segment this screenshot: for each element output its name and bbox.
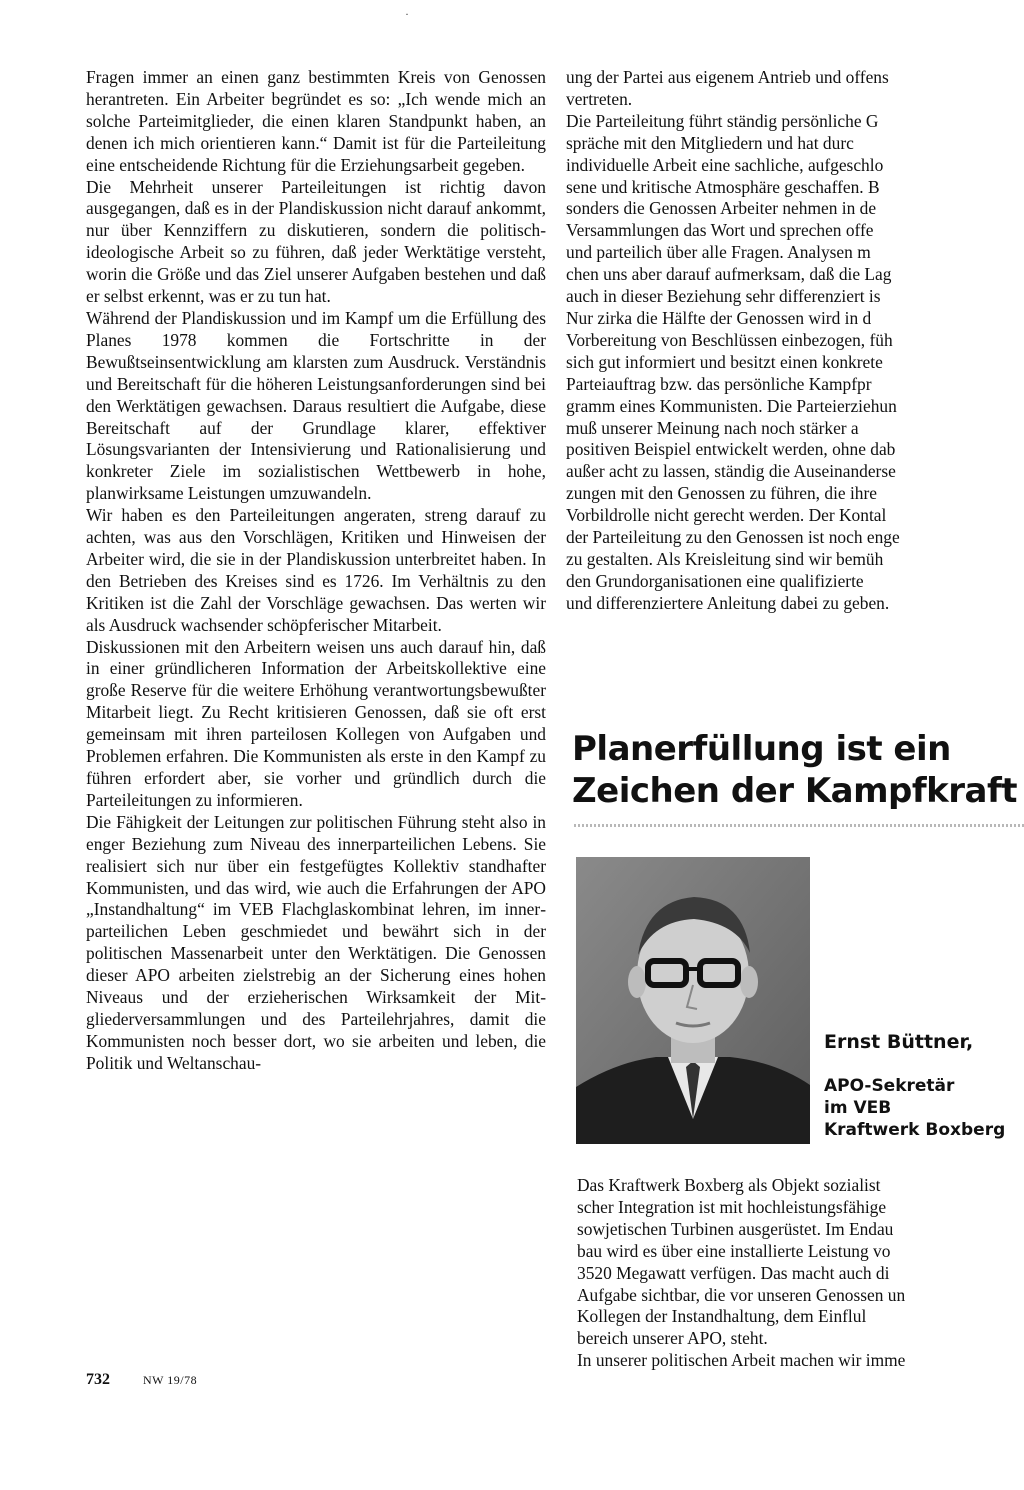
text-line: zu gestalten. Als Kreisleitung sind wir bemüh [566, 548, 884, 569]
text-line: sene und kritische Atmosphäre geschaffen. B [566, 176, 880, 197]
text-line: vertreten. [566, 88, 633, 109]
print-speck: · [405, 7, 409, 21]
author-role-line: im VEB [824, 1098, 892, 1118]
author-portrait-photo [576, 857, 810, 1144]
text-line: den Grundorganisationen eine qualifizierte [566, 570, 864, 591]
text-line: 3520 Megawatt verfügen. Das macht auch di [577, 1262, 890, 1283]
author-role-line: Kraftwerk Boxberg [824, 1120, 1006, 1140]
text-line: scher Integration ist mit hochleistungsfähige [577, 1196, 887, 1217]
left-column [86, 67, 546, 1075]
text-line: sonders die Genossen Arbeiter nehmen in de [566, 198, 877, 219]
text-line: und parteilich über alle Fragen. Analysen m [566, 242, 871, 263]
headline-line: Planerfüllung ist ein [572, 729, 951, 769]
author-role [824, 1075, 1024, 1141]
text-line: Kollegen der Instandhaltung, dem Einflul [577, 1306, 867, 1327]
author-name: Ernst Büttner, [824, 1031, 974, 1053]
text-line: bereich unserer APO, steht. [577, 1328, 768, 1349]
page-number: 732 [86, 1371, 110, 1388]
text-line: außer acht zu lassen, ständig die Auseinanderse [566, 461, 896, 482]
text-line: individuelle Arbeit eine sachliche, aufgeschlo [566, 154, 884, 175]
text-line: auch in dieser Beziehung sehr differenziert is [566, 286, 881, 307]
text-line: zungen mit den Genossen zu führen, die ihre [566, 483, 878, 504]
paragraph: Diskussionen mit den Arbeitern weisen uns auch darauf hin, daß in einer gründlicheren Information der Arbeitskollektive eine große Reserve für die weitere Erhöhung verantwortungsbewußter Mitarbeit liegt. Zu Recht kritisieren Genossen, daß sie oft erst gemeinsam mit ihren parteilosen Kollegen von Aufgaben und Problemen erfahren. Die Kommunisten als erste in den Kampf zu führen erfordert aber, sie vorher und gründlich durch die Parteileitungen zu informieren. [86, 636, 546, 810]
text-line: Aufgabe sichtbar, die vor unseren Genossen un [577, 1284, 906, 1305]
text-line: Vorbereitung von Beschlüssen einbezogen, füh [566, 329, 893, 350]
portrait-icon [576, 857, 810, 1144]
text-line: bau wird es über eine installierte Leistung vo [577, 1240, 891, 1261]
text-line: positiven Beispiel entwickelt werden, ohne dab [566, 439, 896, 460]
paragraph: Während der Plandiskussion und im Kampf um die Erfüllung des Planes 1978 kommen die Fortschritte in der Bewußtseinsentwicklung am klarsten zum Ausdruck. Verständnis und Bereitschaft für die höheren Leistungsanforderungen sind bei den Werktätigen gewachsen. Daraus resultiert die Aufgabe, diese Bereitschaft auf der Grundlage klarer, effektiver Lösungsvarianten der Intensivierung und Rationalisierung und konkreter Ziele im sozialistischen Wettbewerb in hohe, planwirksame Leistungen umzuwandeln. [86, 307, 546, 504]
text-line: Das Kraftwerk Boxberg als Objekt sozialist [577, 1175, 881, 1195]
paragraph: Fragen immer an einen ganz bestimmten Kreis von Genossen herantreten. Ein Arbeiter begründet es so: „Ich wende mich an solche Parteimitglieder, die einen klaren Standpunkt haben, an denen ich mich orientieren kann.“ Damit ist für die Parteileitung eine entscheidende Richtung für die Erziehungsarbeit gegeben. [86, 67, 546, 175]
paragraph: Wir haben es den Parteileitungen angeraten, streng darauf zu achten, was aus den Vorschlägen, Kritiken und Hinweisen der Arbeiter wird, die sie in der Plandiskussion unterbreitet haben. In den Betrieben des Kreises sind es 1726. Im Verhältnis zu den Kritiken ist die Zahl der Vorschläge gewachsen. Das werten wir als Ausdruck wachsender schöpferischer Mitarbeit. [86, 505, 546, 635]
text-line: Versammlungen das Wort und sprechen offe [566, 220, 874, 241]
text-line: und differenziertere Anleitung dabei zu geben. [566, 592, 890, 613]
text-line: der Parteileitung zu den Genossen ist noch enge [566, 527, 900, 548]
headline-line: Zeichen der Kampfkraft [572, 771, 1018, 811]
text-line: muß unserer Meinung nach noch stärker a [566, 417, 859, 438]
right-column-continuation [566, 67, 1022, 615]
text-line: Nur zirka die Hälfte der Genossen wird in d [566, 307, 872, 328]
article-headline [572, 728, 1024, 812]
headline-rule [574, 824, 1024, 827]
text-line: spräche mit den Mitgliedern und hat durc [566, 132, 854, 153]
text-line: ung der Partei aus eigenem Antrieb und offens [566, 67, 889, 87]
text-line: Die Parteileitung führt ständig persönliche G [566, 110, 879, 131]
text-line: chen uns aber darauf aufmerksam, daß die Lag [566, 264, 892, 285]
text-line: sich gut informiert und besitzt einen konkrete [566, 351, 883, 372]
text-line: sowjetischen Turbinen ausgerüstet. Im Endau [577, 1218, 894, 1239]
paragraph: Die Mehrheit unserer Parteileitungen ist richtig davon ausgegangen, daß es in der Plandiskussion nicht darauf ankommt, nur über Kennziffern zu diskutieren, sondern die politisch-ideologische Arbeit so zu führen, daß jeder Werktätige versteht, worin die Größe und das Ziel unserer Aufgaben bestehen und daß er selbst erkennt, was er zu tun hat. [86, 176, 546, 307]
text-line: In unserer politischen Arbeit machen wir imme [577, 1350, 906, 1371]
journal-reference: NW 19/78 [143, 1373, 198, 1387]
text-line: Vorbildrolle nicht gerecht werden. Der Kontal [566, 505, 887, 526]
text-line: Parteiauftrag bzw. das persönliche Kampfpr [566, 373, 872, 394]
paragraph: Die Fähigkeit der Leitungen zur politischen Führung steht also in enger Beziehung zum Niveau des innerparteilichen Lebens. Sie realisiert sich nur über ein festgefügtes Kollektiv standhafter Kommunisten, und das wird, wie auch die Erfahrungen der APO „Instandhaltung“ im VEB Flachglaskombinat lehren, im innerparteilichen Leben geschmiedet und bewährt sich in der politischen Massenarbeit unter den Werktätigen. Die Genossen dieser APO arbeiten zielstrebig an der Sicherung eines hohen Niveaus und der erzieherischen Wirksamkeit der Mitgliederversammlungen und des Parteilehrjahres, damit die Kommunisten noch besser dort, wo sie arbeiten und leben, die Politik und Weltanschau- [86, 811, 546, 1073]
article-body [577, 1175, 1022, 1372]
author-role-line: APO-Sekretär [824, 1076, 955, 1096]
text-line: gramm eines Kommunisten. Die Parteierziehun [566, 395, 897, 416]
